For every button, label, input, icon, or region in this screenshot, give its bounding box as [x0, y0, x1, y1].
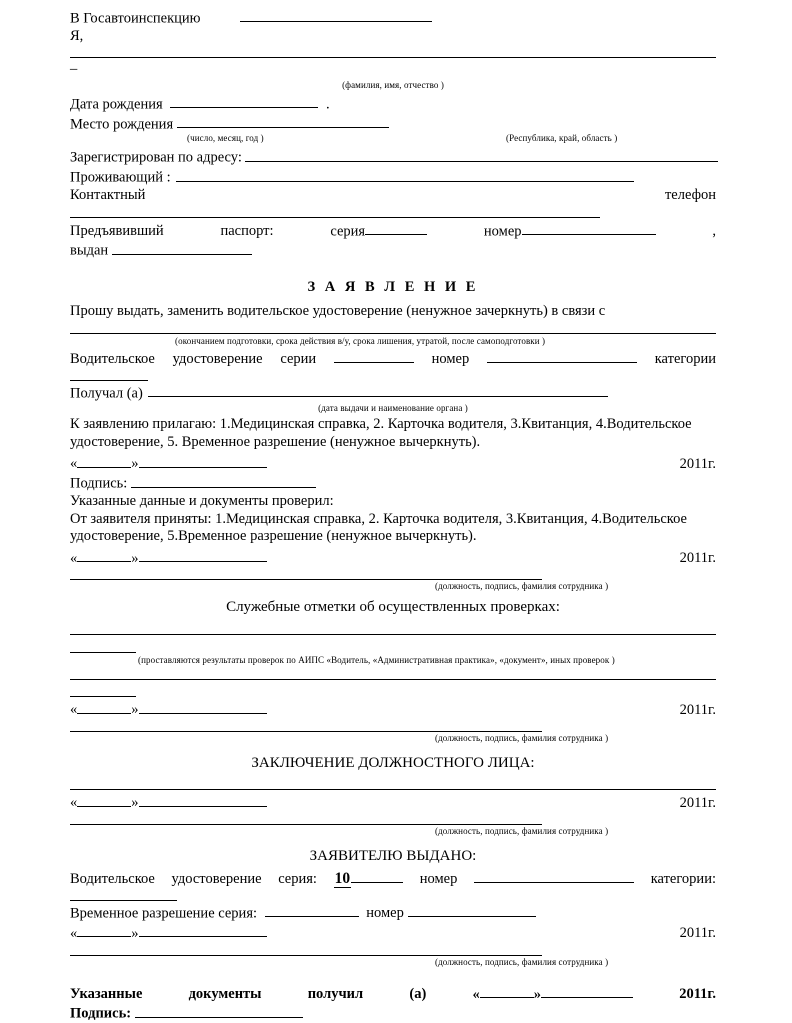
birth-place-label: Место рождения — [70, 115, 174, 132]
license-word-1: Водительское — [70, 351, 155, 368]
conclusion-official-caption: (должность, подпись, фамилия сотрудника ) — [435, 826, 609, 837]
documents-received-month-blank[interactable] — [541, 984, 633, 998]
footer-signature-row — [70, 1003, 716, 1023]
issued-license-word-3: серия: — [278, 871, 317, 888]
documents-received-day-blank[interactable] — [480, 984, 534, 998]
to-inspection-label: В Госавтоинспекцию — [70, 10, 201, 27]
statement-title — [70, 278, 716, 296]
service-marks-date-month-blank[interactable] — [139, 699, 267, 713]
applicant-date-day-blank[interactable] — [77, 453, 131, 467]
service-marks-date-row — [70, 699, 716, 719]
documents-received-word-3: получил — [307, 985, 364, 1002]
service-marks-rule-1[interactable] — [70, 634, 716, 635]
service-marks-caption: (проставляются результаты проверок по АИПС «Водитель, «Административная практика», «документ», иных проверок ) — [138, 655, 615, 666]
service-marks-date-quote-open: « — [70, 701, 78, 718]
service-marks-official-rule[interactable] — [70, 731, 542, 732]
service-marks-date-quote-close: » — [131, 701, 139, 718]
passport-series-blank[interactable] — [365, 221, 427, 235]
accepted-line-2: удостоверение, 5.Временное разрешение (ненужное вычеркнуть). — [70, 528, 477, 545]
birth-place-row — [70, 114, 716, 134]
verification-date-quote-open: « — [70, 549, 78, 566]
conclusion-date-quote-open: « — [70, 794, 78, 811]
service-marks-official-caption: (должность, подпись, фамилия сотрудника ) — [435, 733, 609, 744]
passport-row — [70, 221, 716, 241]
request-row — [70, 303, 716, 321]
issued-official-caption: (должность, подпись, фамилия сотрудника ) — [435, 956, 609, 967]
conclusion-date-month-blank[interactable] — [139, 792, 267, 806]
issued-license-category-rule[interactable] — [70, 900, 177, 901]
footer-signature-blank[interactable] — [135, 1003, 303, 1017]
documents-received-word-4: (а) — [409, 985, 427, 1002]
verification-official-caption: (должность, подпись, фамилия сотрудника ) — [435, 581, 609, 592]
birth-date-row — [70, 94, 716, 114]
fio-caption: (фамилия, имя, отчество ) — [342, 79, 444, 90]
issued-date-day-blank[interactable] — [77, 923, 131, 937]
passport-number-label: номер — [483, 222, 522, 239]
applicant-i-row — [70, 28, 716, 46]
contact-phone-rule[interactable] — [70, 217, 600, 218]
conclusion-date-quote-close: » — [131, 794, 139, 811]
verification-date-day-blank[interactable] — [77, 548, 131, 562]
living-address-blank[interactable] — [176, 167, 634, 181]
passport-issued-row — [70, 240, 716, 260]
issued-official-rule[interactable] — [70, 955, 542, 956]
conclusion-date-day-blank[interactable] — [77, 792, 131, 806]
documents-received-word-2: документы — [188, 985, 262, 1002]
verification-date-month-blank[interactable] — [139, 548, 267, 562]
documents-received-quote-close: » — [533, 985, 541, 1002]
statement-title-text: З А Я В Л Е Н И Е — [307, 279, 479, 296]
license-info-row — [70, 349, 716, 369]
passport-series-label: серия — [330, 222, 366, 239]
reason-caption: (окончанием подготовки, срока действия в/у, срока лишения, утратой, после самоподготовки ) — [175, 335, 546, 346]
applicant-date-group — [70, 453, 267, 473]
conclusion-rule-1[interactable] — [70, 789, 716, 790]
temp-permit-label: Временное разрешение серия: — [70, 905, 258, 922]
registered-address-blank[interactable] — [245, 147, 718, 161]
issued-date-row — [70, 923, 716, 943]
registered-address-row — [70, 147, 716, 167]
passport-number-group — [484, 221, 656, 241]
documents-received-row — [70, 984, 716, 1004]
conclusion-heading: ЗАКЛЮЧЕНИЕ ДОЛЖНОСТНОГО ЛИЦА: — [251, 755, 535, 772]
living-address-label: Проживающий : — [70, 169, 171, 186]
footer-signature-label: Подпись: — [70, 1005, 132, 1022]
documents-received-year: 2011г. — [679, 985, 716, 1002]
conclusion-date-row — [70, 792, 716, 812]
license-series-blank[interactable] — [334, 349, 414, 363]
issued-license-number-label: номер — [419, 871, 458, 888]
license-number-label: номер — [431, 351, 470, 368]
passport-series-group — [330, 221, 427, 241]
temp-permit-number-label: номер — [366, 905, 404, 922]
accepted-line-1: От заявителя приняты: 1.Медицинская справка, 2. Карточка водителя, 3.Квитанция, 4.Водительское — [70, 510, 687, 527]
documents-received-quote-open: « — [472, 985, 480, 1002]
birth-date-dot: . — [325, 96, 330, 113]
passport-issued-blank[interactable] — [112, 240, 252, 254]
request-text: Прошу выдать, заменить водительское удостоверение (ненужное зачеркнуть) в связи с — [70, 303, 606, 320]
registered-address-label: Зарегистрирован по адресу: — [70, 149, 242, 166]
issued-license-word-1: Водительское — [70, 871, 155, 888]
verification-date-quote-close: » — [131, 549, 139, 566]
verification-date-row — [70, 548, 716, 568]
temp-permit-series-blank[interactable] — [265, 903, 359, 917]
received-blank[interactable] — [148, 383, 608, 397]
attachments-line-2: удостоверение, 5. Временное разрешение (ненужное вычеркнуть). — [70, 433, 481, 450]
temp-permit-row — [70, 903, 716, 923]
applicant-signature-row — [70, 473, 716, 493]
birth-date-label: Дата рождения — [70, 96, 163, 113]
issued-date-group — [70, 923, 267, 943]
passport-label: Предъявивший — [70, 222, 164, 239]
conclusion-date-group — [70, 792, 267, 812]
conclusion-official-rule[interactable] — [70, 824, 542, 825]
applicant-signature-blank[interactable] — [131, 473, 316, 487]
birth-place-caption: (Республика, край, область ) — [506, 133, 618, 144]
document-body — [70, 8, 716, 1023]
verification-date-year: 2011г. — [679, 549, 716, 566]
issued-license-series-group — [334, 869, 404, 889]
to-inspection-row — [70, 8, 716, 28]
applicant-date-month-blank[interactable] — [139, 453, 267, 467]
license-category-label: категории — [654, 351, 716, 368]
service-marks-rule-4[interactable] — [70, 696, 136, 697]
passport-issued-label: выдан — [70, 242, 109, 259]
issued-date-year: 2011г. — [679, 925, 716, 942]
passport-word: паспорт: — [220, 222, 274, 239]
service-marks-date-year: 2011г. — [679, 701, 716, 718]
applicant-dash-row — [70, 61, 716, 79]
contact-phone-row — [70, 187, 716, 205]
received-caption: (дата выдачи и наименование органа ) — [318, 403, 468, 414]
request-reason-rule[interactable] — [70, 333, 716, 334]
applicant-date-row — [70, 453, 716, 473]
service-marks-rule-2[interactable] — [70, 652, 136, 653]
passport-number-blank[interactable] — [522, 221, 656, 235]
birth-place-blank[interactable] — [177, 114, 389, 128]
conclusion-date-year: 2011г. — [679, 794, 716, 811]
issued-license-number-blank[interactable] — [474, 869, 634, 883]
issued-license-series-value: 10 — [334, 870, 351, 888]
documents-received-word-1: Указанные — [70, 985, 143, 1002]
license-word-3: серии — [280, 351, 317, 368]
issued-date-quote-close: » — [131, 925, 139, 942]
issued-license-series-blank[interactable] — [351, 869, 403, 883]
received-label: Получал (а) — [70, 384, 143, 401]
service-marks-date-day-blank[interactable] — [77, 699, 131, 713]
applicant-i-label: Я, — [70, 27, 84, 44]
issued-license-word-2: удостоверение — [171, 871, 262, 888]
license-number-blank[interactable] — [487, 349, 637, 363]
data-checked-line: Указанные данные и документы проверил: — [70, 493, 334, 510]
attachments-line-1: К заявлению прилагаю: 1.Медицинская справка, 2. Карточка водителя, 3.Квитанция, 4.Водительское — [70, 416, 692, 433]
temp-permit-number-blank[interactable] — [408, 903, 536, 917]
phone-label: телефон — [664, 187, 716, 204]
license-word-2: удостоверение — [172, 351, 263, 368]
applicant-signature-label: Подпись: — [70, 475, 128, 492]
passport-comma: , — [712, 222, 716, 239]
documents-received-date-group — [473, 984, 634, 1004]
applicant-date-quote-open: « — [70, 455, 78, 472]
verification-official-rule[interactable] — [70, 579, 542, 580]
living-address-row — [70, 167, 716, 187]
issued-heading: ЗАЯВИТЕЛЮ ВЫДАНО: — [309, 848, 477, 865]
verification-date-group — [70, 548, 267, 568]
contact-label: Контактный — [70, 187, 146, 204]
issued-license-row — [70, 869, 716, 889]
applicant-date-quote-close: » — [131, 455, 139, 472]
issued-license-category-label: категории: — [650, 871, 716, 888]
service-marks-rule-3[interactable] — [70, 679, 716, 680]
applicant-name-rule[interactable] — [70, 57, 716, 58]
applicant-dash: – — [70, 61, 78, 78]
to-inspection-blank[interactable] — [240, 8, 432, 22]
birth-date-caption: (число, месяц, год ) — [187, 133, 264, 144]
service-marks-date-group — [70, 699, 267, 719]
service-marks-heading: Служебные отметки об осуществленных проверках: — [226, 599, 560, 616]
birth-captions-row — [70, 133, 716, 145]
issued-date-month-blank[interactable] — [139, 923, 267, 937]
license-category-rule[interactable] — [70, 380, 148, 381]
received-row — [70, 383, 716, 403]
birth-date-blank[interactable] — [170, 94, 318, 108]
issued-date-quote-open: « — [70, 925, 78, 942]
applicant-date-year: 2011г. — [679, 455, 716, 472]
